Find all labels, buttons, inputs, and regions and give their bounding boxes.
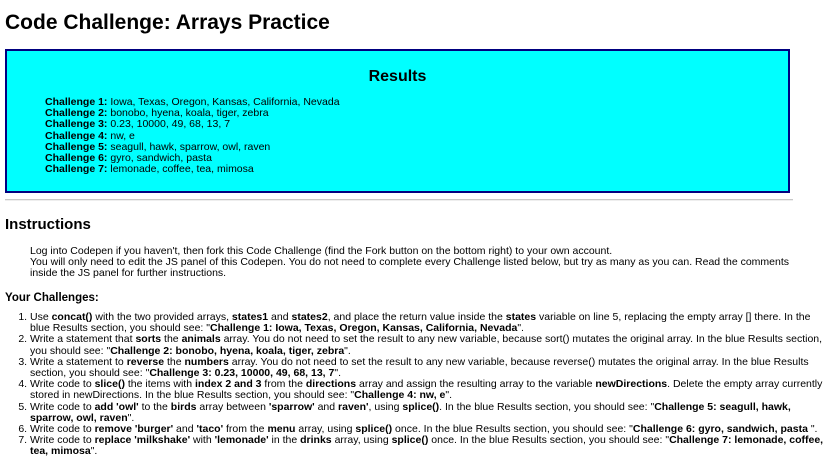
challenge-text: array, using bbox=[331, 434, 392, 447]
challenge-text: ". bbox=[334, 367, 342, 380]
challenge-item-2 bbox=[30, 334, 825, 356]
challenge-text: drinks bbox=[300, 434, 332, 447]
challenge-text: Challenge 3: 0.23, 10000, 49, 68, 13, 7 bbox=[149, 367, 335, 380]
challenge-text: from the bbox=[223, 423, 268, 436]
challenge-text: Write code to bbox=[30, 378, 95, 391]
challenge-text: Challenge 4: nw, e bbox=[354, 389, 446, 402]
challenge-text: Challenge 2: bonobo, hyena, koala, tiger, zebra bbox=[110, 344, 345, 357]
challenge-text: Write a statement to bbox=[30, 355, 127, 368]
section-divider bbox=[5, 199, 793, 201]
challenge-text: directions bbox=[305, 378, 357, 391]
challenge-text: , and place the return value inside the bbox=[327, 311, 506, 323]
challenge-text: Write code to bbox=[30, 434, 95, 447]
result-row-3: Challenge 3: 0.23, 10000, 49, 68, 13, 7 bbox=[45, 118, 231, 131]
challenge-text: remove 'burger' bbox=[94, 423, 174, 436]
challenge-text: states bbox=[505, 311, 537, 323]
challenge-text: array. You do not need to set the result to any new variable, because reverse() mutates the original array. In the blue Results section, you should see: " bbox=[30, 355, 809, 380]
challenge-text: newDirections bbox=[595, 378, 668, 391]
challenge-text: Write code to bbox=[30, 423, 95, 436]
challenge-text: splice() bbox=[391, 434, 429, 447]
challenge-text: Challenge 6: gyro, sandwich, pasta bbox=[632, 423, 808, 436]
challenge-text: ". bbox=[344, 344, 351, 357]
challenge-text: sorts bbox=[135, 333, 162, 346]
challenge-text: Challenge 5: seagull, hawk, sparrow, owl, raven bbox=[30, 400, 791, 424]
challenge-text: . Delete the empty array currently stored in newDirections. In the blue Results section, you should see: " bbox=[30, 378, 823, 402]
challenge-text: with the two provided arrays, bbox=[92, 311, 232, 323]
challenge-text: index 2 and 3 bbox=[194, 378, 262, 391]
challenge-text: the bbox=[161, 333, 182, 346]
challenge-text: ". bbox=[445, 389, 453, 402]
challenge-text: slice() bbox=[94, 378, 125, 391]
challenge-text: add 'owl' bbox=[94, 400, 139, 413]
challenge-text: 'lemonade' bbox=[214, 434, 269, 447]
challenge-text: from the bbox=[261, 378, 306, 391]
challenge-item-5 bbox=[30, 402, 825, 424]
challenge-text: Challenge 7: lemonade, coffee, tea, mimosa bbox=[30, 434, 824, 458]
challenge-text: reverse bbox=[126, 355, 165, 368]
challenge-item-7 bbox=[30, 435, 825, 457]
challenge-text: ". bbox=[517, 322, 524, 335]
instructions-heading: Instructions bbox=[5, 216, 91, 233]
challenge-text: Use bbox=[30, 311, 52, 323]
result-row-2: Challenge 2: bonobo, hyena, koala, tiger, zebra bbox=[45, 107, 269, 120]
challenge-text: ". bbox=[127, 411, 135, 424]
challenge-item-1 bbox=[30, 312, 825, 334]
challenge-text: , using bbox=[368, 400, 403, 413]
challenge-text: states2 bbox=[291, 311, 328, 323]
results-list bbox=[45, 97, 340, 175]
challenge-text: replace 'milkshake' bbox=[94, 434, 191, 447]
challenge-text: splice() bbox=[355, 423, 393, 436]
challenge-text: menu bbox=[267, 423, 296, 436]
challenge-item-3 bbox=[30, 357, 825, 379]
result-row-6: Challenge 6: gyro, sandwich, pasta bbox=[45, 152, 212, 165]
challenge-text: and bbox=[314, 400, 339, 413]
challenge-text: raven' bbox=[338, 400, 369, 413]
challenge-text: in the bbox=[268, 434, 301, 447]
challenge-text: numbers bbox=[184, 355, 229, 368]
result-row-7: Challenge 7: lemonade, coffee, tea, mimosa bbox=[45, 163, 254, 176]
challenge-text: 'taco' bbox=[196, 423, 224, 436]
challenge-text: animals bbox=[181, 333, 221, 346]
challenge-text: 'sparrow' bbox=[268, 400, 315, 413]
challenge-text: ". bbox=[807, 423, 818, 436]
challenge-text: and bbox=[173, 423, 197, 436]
challenge-text: concat() bbox=[51, 311, 93, 323]
challenge-text: splice() bbox=[402, 400, 440, 413]
challenge-text: ". bbox=[90, 445, 98, 458]
challenge-text: . In the blue Results section, you should see: " bbox=[439, 400, 655, 413]
page-title: Code Challenge: Arrays Practice bbox=[5, 11, 330, 34]
challenge-text: once. In the blue Results section, you should see: " bbox=[428, 434, 670, 447]
challenge-text: array. You do not need to set the result to any new variable, because sort() mutates the original array. In the blue Results section, you should see: " bbox=[30, 333, 823, 357]
challenge-text: array and assign the resulting array to the variable bbox=[356, 378, 596, 391]
result-row-5: Challenge 5: seagull, hawk, sparrow, owl, raven bbox=[45, 140, 271, 153]
challenge-text: the items with bbox=[124, 378, 195, 391]
challenge-text: and bbox=[268, 311, 292, 323]
challenge-text: once. In the blue Results section, you should see: " bbox=[392, 423, 633, 436]
challenge-text: Write code to bbox=[30, 400, 95, 413]
instructions-line-2: You will only need to edit the JS panel of this Codepen. You do not need to complete every Challenge listed below, but try as many as you can. Read the comments inside the JS panel for further instructions. bbox=[30, 256, 790, 280]
challenges-heading: Your Challenges: bbox=[5, 292, 99, 304]
challenge-text: the bbox=[164, 355, 185, 368]
results-heading: Results bbox=[368, 68, 427, 85]
result-row-4: Challenge 4: nw, e bbox=[45, 129, 135, 142]
results-panel bbox=[5, 49, 790, 193]
result-row-1: Challenge 1: Iowa, Texas, Oregon, Kansas, California, Nevada bbox=[45, 96, 340, 108]
instructions-line-1: Log into Codepen if you haven't, then fork this Code Challenge (find the Fork button on the bottom right) to your own account. bbox=[30, 245, 613, 257]
challenge-text: with bbox=[190, 434, 215, 447]
instructions-text bbox=[30, 246, 790, 280]
challenge-text: to the bbox=[138, 400, 171, 413]
challenge-text: variable on line 5, replacing the empty array [] there. In the blue Results section, you should see: " bbox=[30, 311, 811, 335]
challenge-text: array, using bbox=[295, 423, 356, 436]
challenges-list bbox=[0, 312, 825, 458]
challenge-text: states1 bbox=[231, 311, 269, 323]
challenge-text: Challenge 1: Iowa, Texas, Oregon, Kansas, California, Nevada bbox=[210, 322, 518, 335]
challenge-text: array between bbox=[196, 400, 269, 413]
challenge-text: Write a statement that bbox=[30, 333, 136, 346]
challenge-item-4 bbox=[30, 379, 825, 401]
challenge-text: birds bbox=[170, 400, 197, 413]
